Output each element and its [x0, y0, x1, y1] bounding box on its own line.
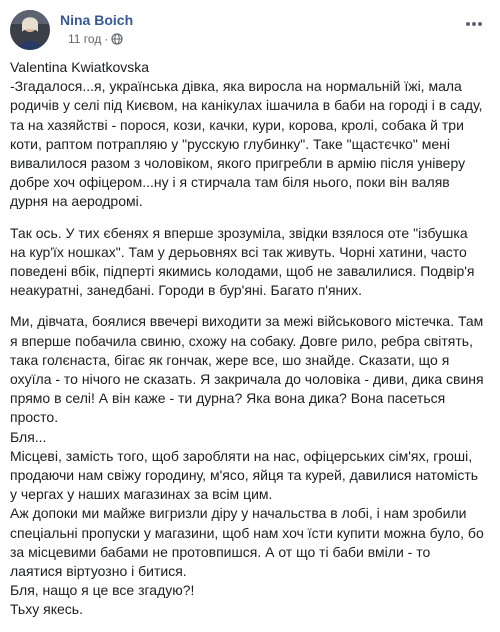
post-text — [10, 58, 492, 632]
text-line: продаючи нам свіжу городину, м'ясо, яйця та курей, давилися натомість — [10, 467, 479, 484]
text-line: Бля, нащо я це все згадую?! — [10, 582, 195, 599]
text-line: Аж допоки ми майже вигризли діру у начальства в лобі, і нам зробили — [10, 505, 467, 522]
text-line: поведені вбік, підперті якимись колодами, щоб не завалилися. Подвір'я — [10, 263, 475, 280]
text-line: Так ось. У тих єбенях я вперше зрозуміла, звідки взялося оте "ізбушка — [10, 224, 468, 241]
text-line: неакуратні, занедбані. Городи в бур'яні. Багато п'яних. — [10, 282, 362, 299]
text-line: дурня на аеродромі. — [10, 193, 143, 210]
text-line: Бля... — [10, 428, 47, 445]
profile-photo — [10, 10, 50, 50]
text-line: Місцеві, замість того, щоб заробляти на нас, офіцерських сім'ях, гроші, — [10, 447, 473, 464]
paragraph-3 — [10, 312, 492, 619]
paragraph-2 — [10, 224, 492, 301]
meta-separator: · — [104, 32, 109, 46]
text-line: та на хазяйстві - порося, кози, качки, кури, корова, кролі, собака й три — [10, 116, 464, 133]
text-line: Ми, дівчата, боялися ввечері виходити за межі військового містечка. Там — [10, 313, 484, 330]
text-line: просто. — [10, 409, 59, 426]
paragraph-1 — [10, 58, 492, 212]
globe-icon[interactable] — [111, 33, 123, 45]
text-line: на кур'їх ношках". Там у дерьовнях всі так живуть. Чорні хатини, часто — [10, 243, 467, 260]
post-meta — [68, 32, 123, 46]
text-line: за місцевими бабами не протовпишся. А от що ті баби вміли - то — [10, 543, 431, 560]
more-options-icon[interactable] — [462, 16, 486, 32]
text-line: у чергах у наших магазинах за всім цим. — [10, 486, 273, 503]
post-time[interactable]: 11 год — [68, 32, 102, 46]
text-line: прямо в селі! А він каже - ти дурна? Яка вона дика? Вона пасеться — [10, 390, 446, 407]
post-header — [10, 10, 490, 50]
text-line: -Згадалося...я, українська дівка, яка виросла на нормальній їжі, мала — [10, 78, 462, 95]
text-line: спеціальні пропуски у магазини, щоб нам хоч їсти купити можна було, бо — [10, 524, 484, 541]
author-name[interactable]: Nina Boich — [60, 12, 134, 28]
text-line: охуїла - то нічого не сказать. Я закричала до чоловіка - диви, дика свиня — [10, 371, 484, 388]
text-line: я вперше побачила свиню, схожу на собаку. Довге рило, ребра світять, — [10, 332, 473, 349]
text-line: Тьху якесь. — [10, 601, 83, 618]
text-line: лаятися віртуозно і битися. — [10, 563, 187, 580]
text-line: така голєнаста, бігає як гончак, жере все, шо знайде. Сказати, що я — [10, 351, 450, 368]
text-line: добре хоч офіцером...ну і я стирчала там біля нього, поки він валяв — [10, 174, 450, 191]
text-line: коти, раптом потрапляю у "русскую глубинку". Таке "щастєчко" мені — [10, 135, 450, 152]
avatar[interactable] — [10, 10, 50, 50]
text-line: родичів у селі під Києвом, на канікулах ішачила в баби на городі і в саду, — [10, 97, 483, 114]
text-line: вивалилося разом з чоловіком, якого пригребли в армію після універу — [10, 155, 466, 172]
text-line: Valentina Kwiatkovska — [10, 59, 150, 75]
